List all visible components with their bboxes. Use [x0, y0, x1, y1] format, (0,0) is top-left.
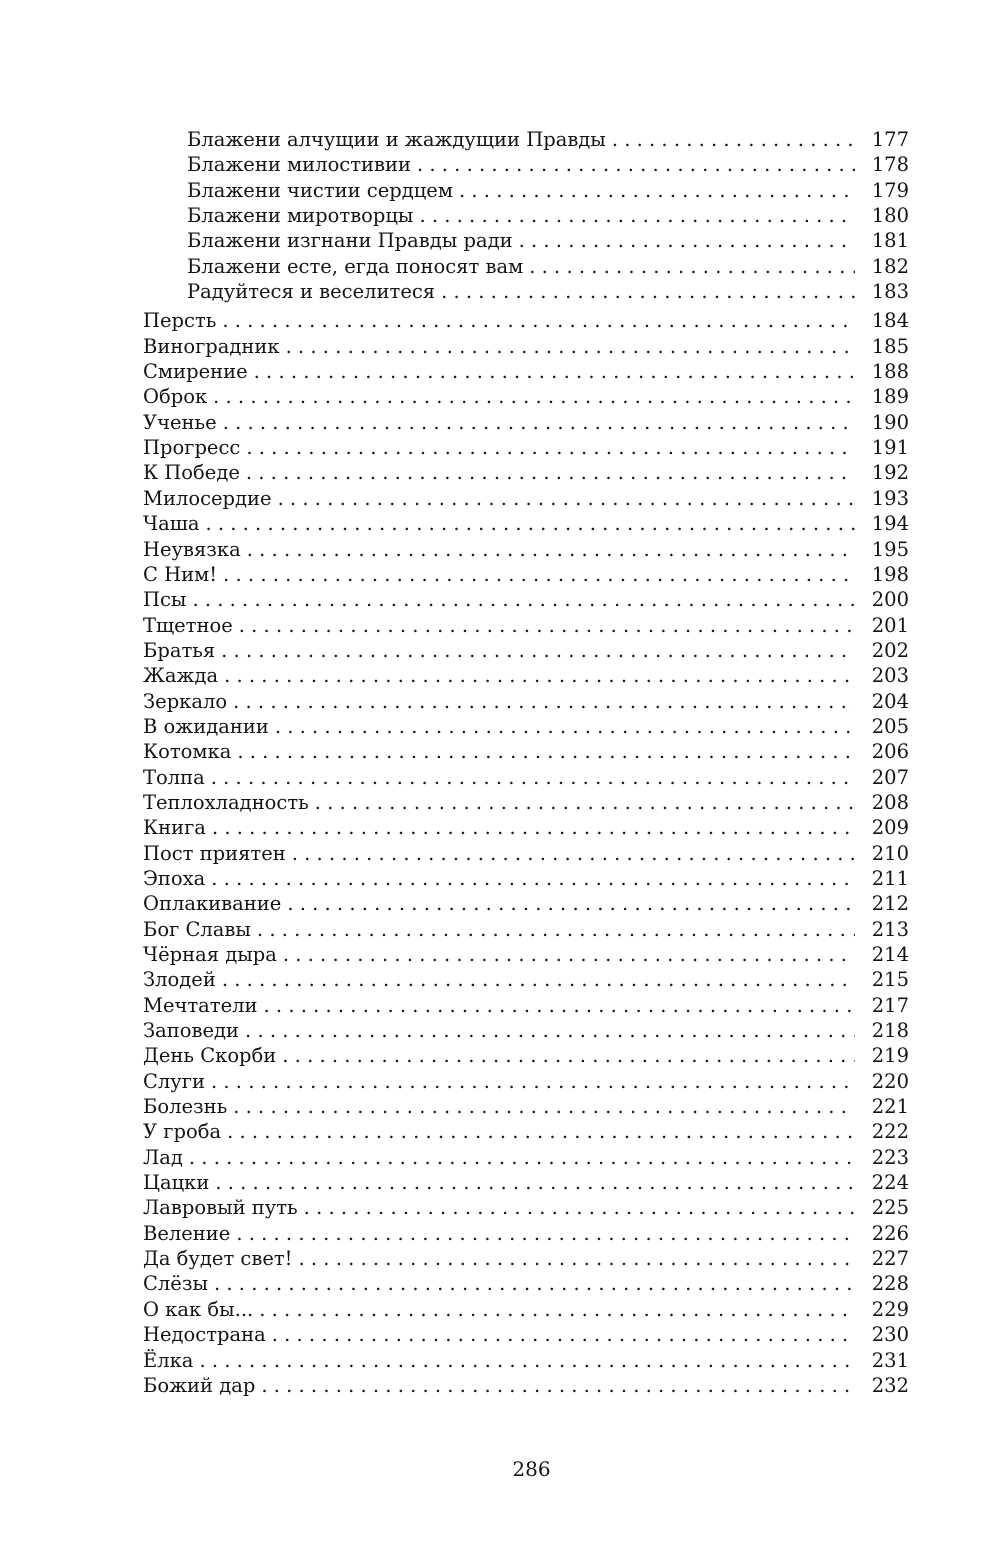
entry-title: Блажени милостивии [187, 153, 411, 177]
toc-entry [143, 435, 909, 460]
entry-title: День Скорби [143, 1044, 277, 1068]
dot-leader [236, 1221, 855, 1246]
toc-entry [143, 917, 909, 942]
dot-leader [211, 1069, 855, 1094]
entry-page-number: 205 [871, 714, 909, 738]
dot-leader [246, 460, 855, 485]
entry-page-number: 180 [871, 204, 909, 228]
entry-page-number: 220 [871, 1069, 909, 1093]
toc-entry [143, 841, 909, 866]
entry-title: Смирение [143, 360, 248, 384]
toc-sub-entry [143, 203, 909, 228]
entry-page-number: 217 [871, 993, 909, 1017]
toc-entry [143, 613, 909, 638]
dot-leader [211, 866, 855, 891]
toc-sub-entry [143, 279, 909, 304]
table-of-contents [143, 127, 909, 1398]
toc-entry [143, 1119, 909, 1144]
dot-leader [223, 410, 855, 435]
entry-title: Прогресс [143, 436, 241, 460]
toc-entry [143, 866, 909, 891]
entry-title: Цацки [143, 1171, 210, 1195]
entry-title: Оброк [143, 385, 208, 409]
entry-title: Болезнь [143, 1095, 228, 1119]
entry-title: Мечтатели [143, 993, 258, 1017]
dot-leader [278, 486, 855, 511]
entry-page-number: 230 [871, 1323, 909, 1347]
entry-title: Божий дар [143, 1373, 256, 1397]
entry-page-number: 221 [871, 1095, 909, 1119]
dot-leader [247, 537, 855, 562]
dot-leader [215, 1170, 855, 1195]
toc-sub-entry [143, 152, 909, 177]
dot-leader [264, 993, 855, 1018]
dot-leader [417, 152, 855, 177]
dot-leader [246, 435, 855, 460]
entry-page-number: 184 [871, 309, 909, 333]
entry-page-number: 212 [871, 892, 909, 916]
entry-title: Лавровый путь [143, 1196, 298, 1220]
toc-entry [143, 739, 909, 764]
entry-title: Лад [143, 1145, 183, 1169]
entry-title: Веление [143, 1221, 231, 1245]
dot-leader [233, 689, 855, 714]
entry-title: Виноградник [143, 334, 280, 358]
entry-title: Чёрная дыра [143, 943, 277, 966]
toc-entry [143, 1348, 909, 1373]
entry-title: В ожидании [143, 714, 269, 738]
dot-leader [239, 613, 855, 638]
entry-page-number: 179 [871, 178, 909, 202]
dot-leader [286, 334, 855, 359]
toc-entry [143, 1069, 909, 1094]
entry-title: Бог Славы [143, 917, 251, 941]
page-number: 286 [512, 1457, 551, 1481]
dot-leader [224, 663, 855, 688]
toc-sub-entry [143, 178, 909, 203]
dot-leader [282, 1043, 855, 1068]
toc-entry [143, 359, 909, 384]
toc-entry [143, 562, 909, 587]
dot-leader [419, 203, 855, 228]
dot-leader [292, 841, 855, 866]
entry-title: Оплакивание [143, 892, 282, 916]
entry-title: Чаша [143, 512, 200, 536]
entry-page-number: 203 [871, 664, 909, 688]
entry-title: Слуги [143, 1069, 205, 1093]
entry-title: Толпа [143, 765, 205, 789]
sub-entries-group [143, 127, 909, 304]
entry-page-number: 190 [871, 410, 909, 434]
entry-page-number: 206 [871, 740, 909, 764]
dot-leader [529, 254, 855, 279]
dot-leader [199, 1348, 855, 1373]
entry-title: Недострана [143, 1323, 266, 1347]
entry-page-number: 224 [871, 1171, 909, 1195]
main-entries-group [143, 308, 909, 1398]
entry-page-number: 231 [871, 1348, 909, 1372]
dot-leader [441, 279, 855, 304]
entry-title: О как бы... [143, 1297, 254, 1321]
toc-entry [143, 1170, 909, 1195]
toc-entry [143, 993, 909, 1018]
entry-page-number: 188 [871, 360, 909, 384]
dot-leader [304, 1195, 855, 1220]
entry-title: Книга [143, 816, 206, 840]
entry-page-number: 181 [871, 229, 909, 253]
entry-title: Псы [143, 588, 187, 612]
toc-entry [143, 511, 909, 536]
entry-title: Блажени чистии сердцем [187, 178, 454, 202]
entry-page-number: 222 [871, 1120, 909, 1144]
toc-entry [143, 663, 909, 688]
entry-page-number: 208 [871, 790, 909, 814]
entry-page-number: 218 [871, 1019, 909, 1043]
toc-entry [143, 1195, 909, 1220]
entry-page-number: 228 [871, 1272, 909, 1296]
entry-title: У гроба [143, 1120, 222, 1144]
entry-page-number: 204 [871, 689, 909, 713]
toc-entry [143, 460, 909, 485]
entry-page-number: 189 [871, 385, 909, 409]
entry-title: Заповеди [143, 1019, 240, 1043]
entry-page-number: 183 [871, 280, 909, 304]
entry-page-number: 225 [871, 1196, 909, 1220]
toc-entry [143, 537, 909, 562]
entry-title: Блажени алчущии и жаждущии Правды [187, 128, 606, 151]
entry-page-number: 227 [871, 1247, 909, 1271]
dot-leader [519, 228, 855, 253]
entry-title: Радуйтеся и веселитеся [187, 280, 436, 304]
entry-page-number: 213 [871, 917, 909, 941]
toc-entry [143, 638, 909, 663]
dot-leader [315, 790, 855, 815]
entry-page-number: 223 [871, 1145, 909, 1169]
entry-title: Злодей [143, 968, 216, 992]
entry-title: Котомка [143, 740, 232, 764]
entry-title: Жажда [143, 664, 219, 688]
toc-entry [143, 1145, 909, 1170]
dot-leader [212, 815, 855, 840]
toc-entry [143, 790, 909, 815]
toc-entry [143, 1271, 909, 1296]
entry-page-number: 200 [871, 588, 909, 612]
entry-page-number: 202 [871, 638, 909, 662]
dot-leader [223, 562, 855, 587]
entry-page-number: 219 [871, 1044, 909, 1068]
dot-leader [257, 917, 855, 942]
toc-entry [143, 1322, 909, 1347]
toc-entry [143, 587, 909, 612]
toc-entry [143, 714, 909, 739]
entry-page-number: 193 [871, 486, 909, 510]
dot-leader [254, 359, 855, 384]
dot-leader [245, 1018, 855, 1043]
entry-page-number: 201 [871, 613, 909, 637]
entry-title: Эпоха [143, 866, 206, 890]
toc-entry [143, 942, 909, 967]
toc-entry [143, 334, 909, 359]
dot-leader [275, 714, 855, 739]
entry-title: Неувязка [143, 537, 241, 561]
entry-title: Блажени миротворцы [187, 204, 414, 228]
toc-entry [143, 1018, 909, 1043]
toc-entry [143, 486, 909, 511]
entry-title: Зеркало [143, 689, 228, 713]
toc-entry [143, 1094, 909, 1119]
dot-leader [237, 739, 855, 764]
toc-entry [143, 967, 909, 992]
dot-leader [205, 511, 855, 536]
entry-title: Братья [143, 638, 216, 662]
dot-leader [221, 638, 855, 663]
entry-title: Персть [143, 309, 217, 333]
entry-page-number: 191 [871, 436, 909, 460]
dot-leader [192, 587, 855, 612]
entry-page-number: 210 [871, 841, 909, 865]
entry-title: Тщетное [143, 613, 233, 637]
dot-leader [259, 1297, 855, 1322]
toc-entry [143, 1043, 909, 1068]
toc-entry [143, 891, 909, 916]
toc-entry [143, 384, 909, 409]
entry-title: Да будет свет! [143, 1247, 293, 1271]
entry-page-number: 195 [871, 537, 909, 561]
entry-page-number: 178 [871, 153, 909, 177]
entry-page-number: 198 [871, 562, 909, 586]
dot-leader [233, 1094, 855, 1119]
toc-entry [143, 815, 909, 840]
entry-title: Пост приятен [143, 841, 286, 865]
dot-leader [612, 127, 855, 152]
dot-leader [261, 1373, 855, 1398]
toc-sub-entry [143, 127, 909, 152]
toc-entry [143, 410, 909, 435]
entry-page-number: 226 [871, 1221, 909, 1245]
entry-page-number: 232 [871, 1373, 909, 1397]
dot-leader [214, 1271, 855, 1296]
toc-entry [143, 1221, 909, 1246]
entry-title: Ученье [143, 410, 217, 434]
entry-title: Теплохладность [143, 790, 309, 814]
entry-page-number: 229 [871, 1297, 909, 1321]
entry-page-number: 177 [871, 128, 909, 151]
entry-title: С Ним! [143, 562, 218, 586]
entry-title: Милосердие [143, 486, 272, 510]
dot-leader [189, 1145, 855, 1170]
entry-page-number: 207 [871, 765, 909, 789]
entry-title: Слёзы [143, 1272, 209, 1296]
dot-leader [227, 1119, 855, 1144]
dot-leader [299, 1246, 856, 1271]
entry-title: Блажени изгнани Правды ради [187, 229, 513, 253]
entry-title: Ёлка [143, 1348, 194, 1372]
dot-leader [222, 967, 855, 992]
entry-title: К Победе [143, 461, 240, 485]
entry-page-number: 209 [871, 816, 909, 840]
toc-entry [143, 1297, 909, 1322]
entry-page-number: 194 [871, 512, 909, 536]
toc-sub-entry [143, 254, 909, 279]
dot-leader [211, 765, 855, 790]
entry-page-number: 214 [871, 943, 909, 966]
entry-page-number: 215 [871, 968, 909, 992]
dot-leader [272, 1322, 855, 1347]
entry-title: Блажени есте, егда поносят вам [187, 254, 524, 278]
toc-entry [143, 308, 909, 333]
entry-page-number: 192 [871, 461, 909, 485]
toc-entry [143, 765, 909, 790]
dot-leader [213, 384, 855, 409]
toc-sub-entry [143, 228, 909, 253]
toc-entry [143, 1246, 909, 1271]
toc-entry [143, 689, 909, 714]
dot-leader [222, 308, 855, 333]
dot-leader [283, 942, 855, 967]
entry-page-number: 185 [871, 334, 909, 358]
dot-leader [287, 891, 855, 916]
entry-page-number: 182 [871, 254, 909, 278]
toc-entry [143, 1373, 909, 1398]
entry-page-number: 211 [871, 866, 909, 890]
dot-leader [459, 178, 855, 203]
